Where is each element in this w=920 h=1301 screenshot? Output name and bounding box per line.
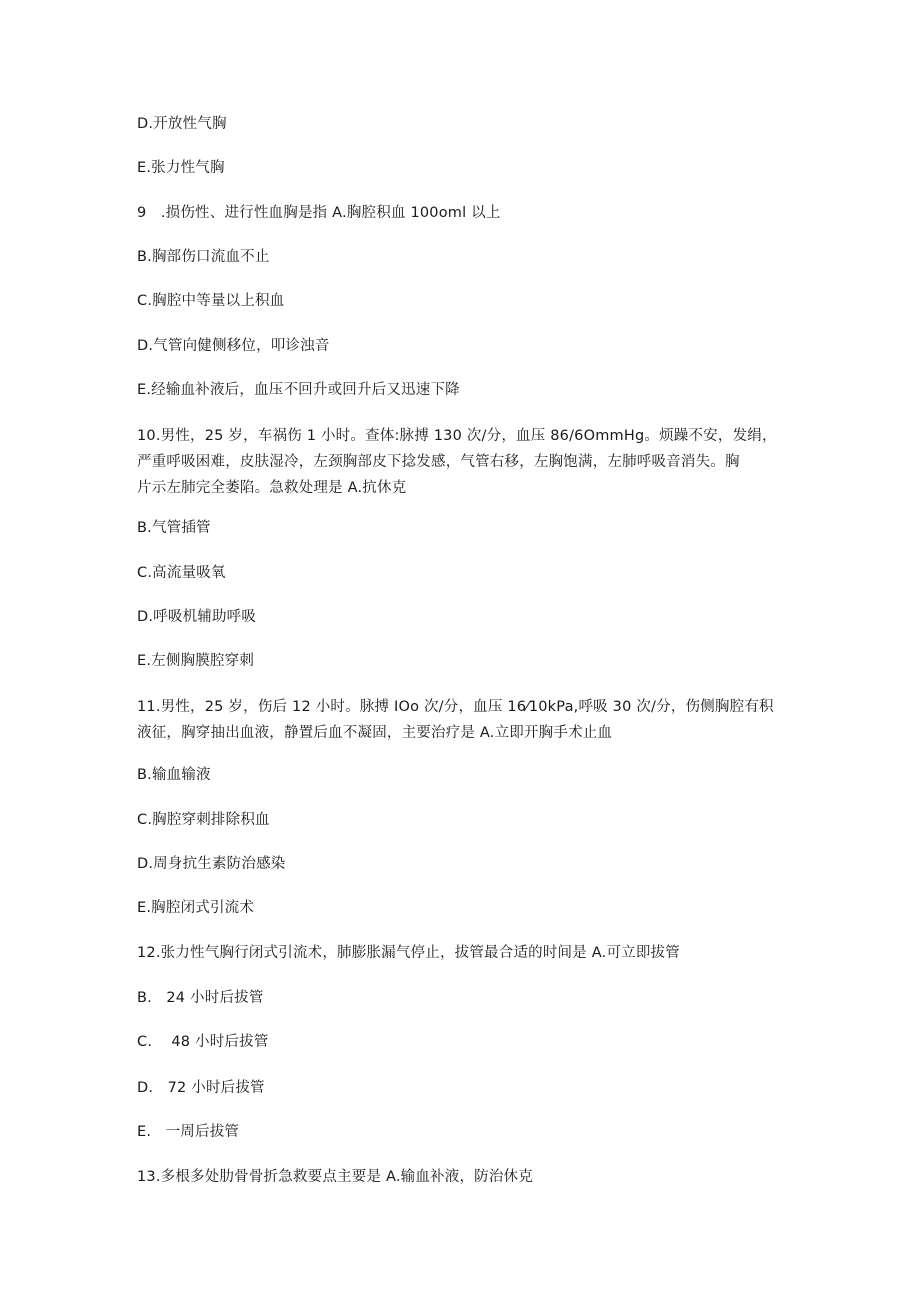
option-line: D.气管向健侧移位，叩诊浊音 bbox=[137, 338, 330, 354]
option-line: B.输血输液 bbox=[137, 767, 211, 783]
option-line: E.左侧胸膜腔穿刺 bbox=[137, 653, 255, 669]
option-line: D.周身抗生素防治感染 bbox=[137, 856, 286, 872]
question-line: 9 .损伤性、进行性血胸是指 A.胸腔积血 100oml 以上 bbox=[137, 205, 501, 221]
option-line: D.开放性气胸 bbox=[137, 116, 227, 132]
option-line: D. 72 小时后拔管 bbox=[137, 1080, 265, 1096]
option-line: C. 48 小时后拔管 bbox=[137, 1034, 269, 1050]
question-11-paragraph bbox=[137, 694, 787, 746]
question-11-line: 液征，胸穿抽出血液，静置后血不凝固，主要治疗是 A.立即开胸手术止血 bbox=[137, 725, 613, 741]
option-line: D.呼吸机辅助呼吸 bbox=[137, 609, 257, 625]
question-10-line: 严重呼吸困难，皮肤湿冷，左颈胸部皮下捻发感，气管右移，左胸饱满，左肺呼吸音消失。胸 bbox=[137, 454, 740, 470]
option-line: E.张力性气胸 bbox=[137, 160, 225, 176]
option-line: C.高流量吸氧 bbox=[137, 565, 226, 581]
option-line: E.胸腔闭式引流术 bbox=[137, 900, 255, 916]
question-10-paragraph bbox=[137, 423, 787, 501]
question-11-line: 11.男性，25 岁，伤后 12 小时。脉搏 IOo 次/分，血压 16⁄10kPa,呼吸 30 次/分，伤侧胸腔有积 bbox=[137, 699, 774, 715]
option-line: B.气管插管 bbox=[137, 520, 211, 536]
option-line: E. 一周后拔管 bbox=[137, 1124, 240, 1140]
option-line: E.经输血补液后，血压不回升或回升后又迅速下降 bbox=[137, 382, 460, 398]
question-10-line: 10.男性，25 岁，车祸伤 1 小时。查体:脉搏 130 次/分，血压 86/6OmmHg。烦躁不安，发绢， bbox=[137, 428, 777, 444]
option-line: C.胸腔中等量以上积血 bbox=[137, 293, 285, 309]
question-10-line: 片示左肺完全萎陷。急救处理是 A.抗休克 bbox=[137, 480, 407, 496]
option-line: B. 24 小时后拔管 bbox=[137, 990, 264, 1006]
option-line: C.胸腔穿刺排除积血 bbox=[137, 812, 270, 828]
option-line: B.胸部伤口流血不止 bbox=[137, 249, 270, 265]
question-line: 12.张力性气胸行闭式引流术，肺膨胀漏气停止，拔管最合适的时间是 A.可立即拔管 bbox=[137, 945, 680, 961]
question-line: 13.多根多处肋骨骨折急救要点主要是 A.输血补液，防治休克 bbox=[137, 1169, 533, 1185]
